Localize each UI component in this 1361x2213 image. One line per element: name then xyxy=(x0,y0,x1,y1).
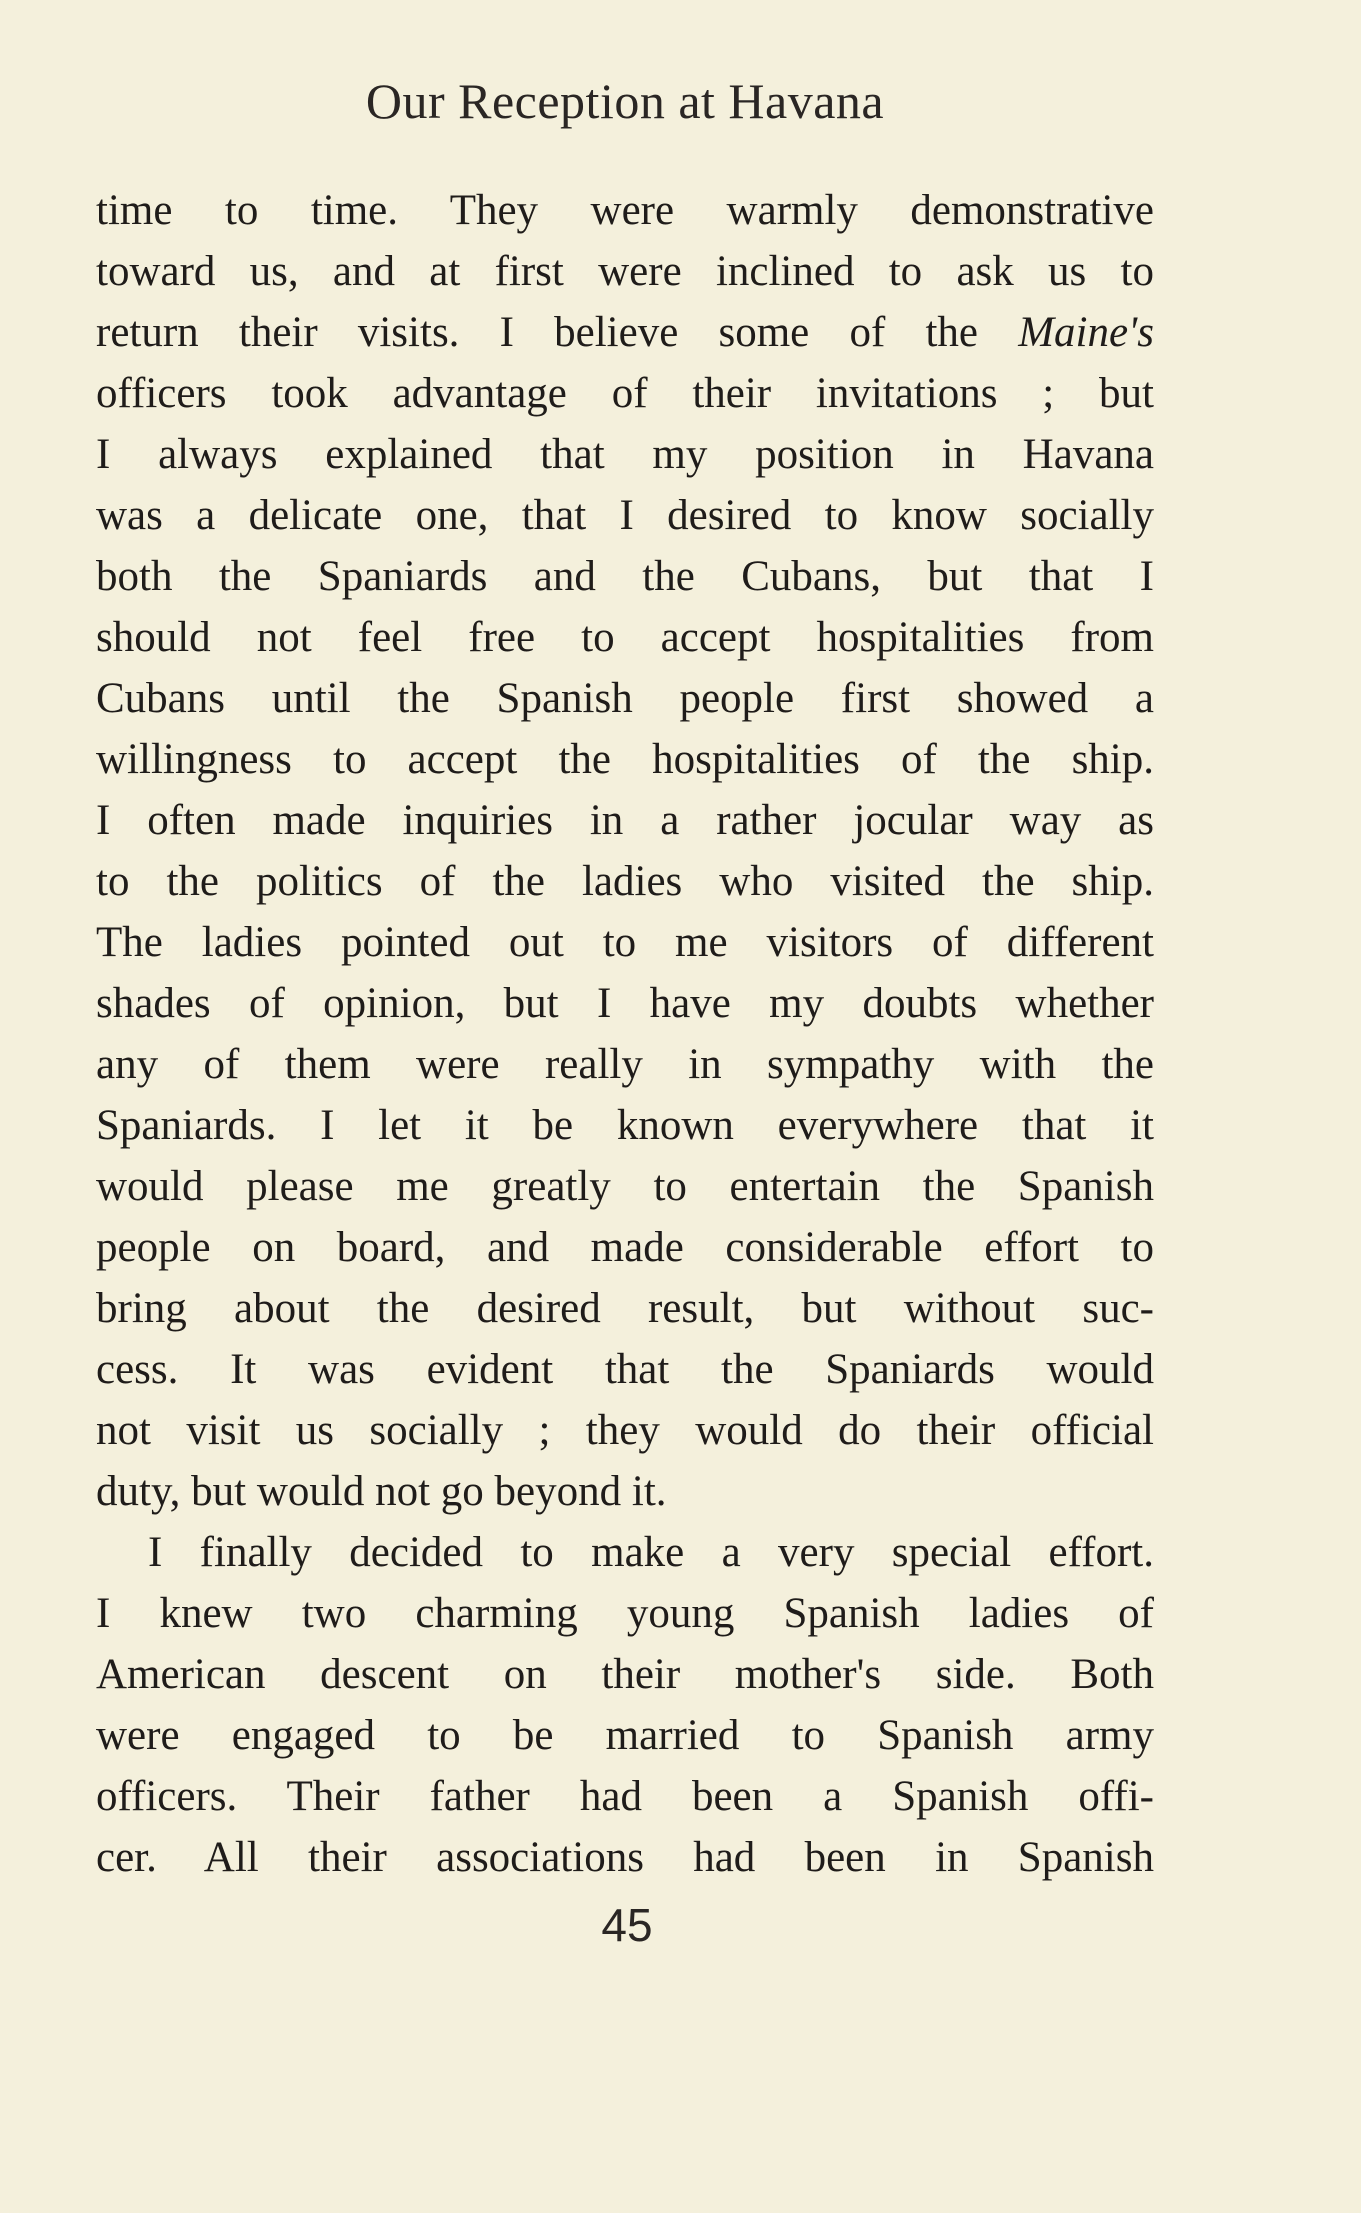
text-line: was a delicate one, that I desired to know socially xyxy=(96,492,1154,539)
text-line: both the Spaniards and the Cubans, but that I xyxy=(96,553,1154,600)
text-line: time to time. They were warmly demonstrative xyxy=(96,187,1154,234)
text-line: willingness to accept the hospitalities of the ship. xyxy=(96,736,1154,783)
text-line: were engaged to be married to Spanish army xyxy=(96,1712,1154,1759)
text-line: Cubans until the Spanish people first showed a xyxy=(96,675,1154,722)
text-line: officers took advantage of their invitations ; but xyxy=(96,370,1154,417)
running-head: Our Reception at Havana xyxy=(365,73,885,129)
page-number: 45 xyxy=(601,1899,653,1951)
text-line xyxy=(96,302,1154,363)
text-line: any of them were really in sympathy with the xyxy=(96,1041,1154,1088)
text-line: American descent on their mother's side. Both xyxy=(96,1651,1154,1698)
text-line: to the politics of the ladies who visited the ship. xyxy=(96,858,1154,905)
italic-ship-name: Maine's xyxy=(1018,309,1154,356)
body-text xyxy=(96,180,1154,1888)
text-line: I knew two charming young Spanish ladies of xyxy=(96,1590,1154,1637)
text-line: would please me greatly to entertain the Spanish xyxy=(96,1163,1154,1210)
text-line: not visit us socially ; they would do their official xyxy=(96,1407,1154,1454)
text-line: bring about the desired result, but without suc- xyxy=(96,1285,1154,1332)
text-line: toward us, and at first were inclined to ask us to xyxy=(96,248,1154,295)
text-segment: return their visits. I believe some of the xyxy=(96,309,1019,356)
text-line: shades of opinion, but I have my doubts whether xyxy=(96,980,1154,1027)
text-line: Spaniards. I let it be known everywhere that it xyxy=(96,1102,1154,1149)
text-line: The ladies pointed out to me visitors of different xyxy=(96,919,1154,966)
text-line: I always explained that my position in Havana xyxy=(96,431,1154,478)
text-line: should not feel free to accept hospitalities from xyxy=(96,614,1154,661)
text-line: officers. Their father had been a Spanish offi- xyxy=(96,1773,1154,1820)
text-line: cer. All their associations had been in Spanish xyxy=(96,1834,1154,1881)
text-line: cess. It was evident that the Spaniards would xyxy=(96,1346,1154,1393)
text-line: people on board, and made considerable effort to xyxy=(96,1224,1154,1271)
text-line: I finally decided to make a very special effort. xyxy=(148,1529,1154,1576)
text-line: I often made inquiries in a rather jocular way as xyxy=(96,797,1154,844)
text-line: duty, but would not go beyond it. xyxy=(96,1468,667,1515)
